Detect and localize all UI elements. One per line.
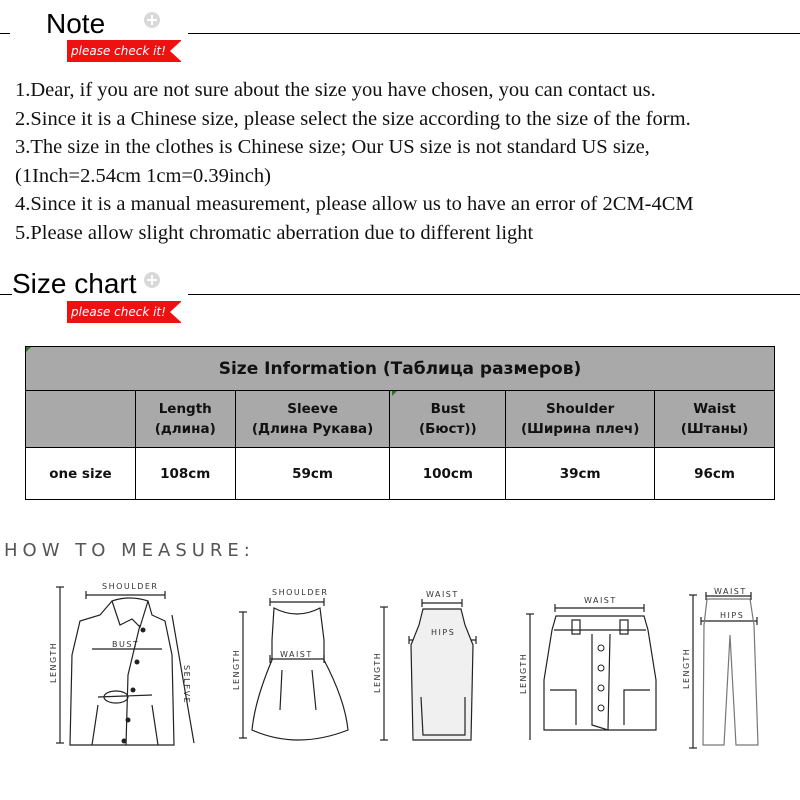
label-length: LENGTH [373, 651, 382, 693]
mini-skirt-diagram [510, 590, 680, 740]
pencil-skirt-diagram [365, 585, 485, 750]
header-cell-bust: Bust (Бюст)) [390, 391, 506, 448]
pants-diagram [670, 585, 800, 755]
jacket-diagram [40, 575, 220, 755]
label-waist: WAIST [426, 590, 459, 599]
divider-right [188, 33, 800, 34]
please-check-ribbon: please check it! [67, 301, 181, 323]
note-item: 3.The size in the clothes is Chinese size; Our US size is not standard US size, [15, 136, 650, 159]
divider-right [188, 294, 800, 295]
note-item: (1Inch=2.54cm 1cm=0.39inch) [15, 164, 271, 187]
label-sleeve: SELEVE [182, 665, 191, 705]
label-bust: BUST [112, 640, 140, 649]
label-shoulder: SHOULDER [272, 588, 329, 597]
header-cell-sleeve: Sleeve (Длина Рукава) [235, 391, 390, 448]
note-title: Note [46, 8, 106, 39]
cell-length: 108cm [135, 448, 235, 500]
size-chart-title: Size chart [12, 268, 137, 299]
label-waist: WAIST [714, 587, 747, 596]
cell-corner-marker [26, 347, 31, 352]
cell-bust: 100cm [390, 448, 506, 500]
label-length: LENGTH [232, 648, 241, 690]
note-item: 5.Please allow slight chromatic aberration due to different light [15, 221, 534, 244]
label-waist: WAIST [280, 650, 313, 659]
how-to-measure-title: HOW TO MEASURE: [4, 540, 255, 561]
cell-waist: 96cm [655, 448, 775, 500]
label-hips: HIPS [720, 611, 745, 620]
label-shoulder: SHOULDER [102, 582, 159, 591]
note-header [0, 0, 800, 60]
plus-circle-icon [144, 12, 160, 28]
header-cell-empty [26, 391, 136, 448]
dress-diagram [220, 580, 370, 750]
note-item: 1.Dear, if you are not sure about the size you have chosen, you can contact us. [15, 79, 656, 101]
label-length: LENGTH [49, 641, 58, 683]
header-cell-waist: Waist (Штаны) [655, 391, 775, 448]
label-length: LENGTH [682, 647, 691, 689]
cell-corner-marker [392, 391, 397, 396]
note-item: 4.Since it is a manual measurement, please allow us to have an error of 2CM-4CM [15, 193, 694, 216]
divider-left [0, 294, 12, 295]
table-header-row [26, 391, 775, 448]
header-cell-shoulder: Shoulder (Ширина плеч) [506, 391, 655, 448]
label-hips: HIPS [431, 628, 456, 637]
table-row [26, 448, 775, 500]
cell-sleeve: 59cm [235, 448, 390, 500]
plus-circle-icon [144, 272, 160, 288]
label-waist: WAIST [584, 596, 617, 605]
cell-size: one size [26, 448, 136, 500]
please-check-ribbon: please check it! [67, 40, 181, 62]
cell-shoulder: 39cm [506, 448, 655, 500]
divider-left [0, 33, 10, 34]
note-item: 2.Since it is a Chinese size, please select the size according to the size of the form. [15, 107, 691, 130]
notes-list [15, 76, 795, 248]
size-chart-header [0, 265, 800, 325]
header-cell-length: Length (длина) [135, 391, 235, 448]
size-table [25, 346, 775, 500]
table-title: Size Information (Таблица размеров) [26, 347, 775, 391]
label-length: LENGTH [519, 652, 528, 694]
